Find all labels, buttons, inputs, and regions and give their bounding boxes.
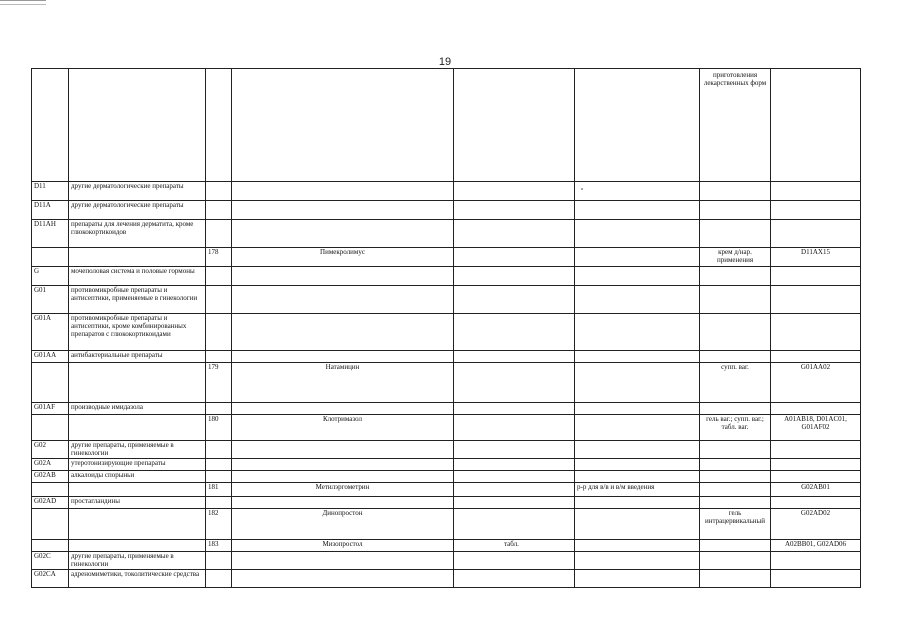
dosage-form: гель ваг.; супп. ваг.; табл. ваг. (700, 415, 771, 441)
drug-name: Мизопростол (232, 540, 454, 552)
table-cell (454, 69, 575, 182)
atc-group-name: препараты для лечения дерматита, кроме глюкокортикоидов (69, 220, 206, 248)
table-cell (32, 69, 69, 182)
atc-group-name: адреномиметики, токолитические средства (69, 570, 206, 588)
table-row (32, 267, 861, 286)
dosage-form: супп. ваг. (700, 363, 771, 403)
atc-group-code: D11 (32, 182, 69, 201)
atc-group-code: G (32, 267, 69, 286)
atc-group-name: противомикробные препараты и антисептики, применяемые в гинекологии (69, 286, 206, 314)
dosage-form: табл. (454, 540, 575, 552)
table-row (32, 363, 861, 403)
table-row (32, 570, 861, 588)
atc-group-code: G02C (32, 552, 69, 570)
table-cell (575, 69, 700, 182)
table-cell (69, 69, 206, 182)
drug-number: 183 (206, 540, 232, 552)
atc-group-name: мочеполовая система и половые гормоны (69, 267, 206, 286)
atc-group-code: G01A (32, 314, 69, 351)
atc-group-name: противомикробные препараты и антисептики, кроме комбинированных препаратов с глюкокортикоидами (69, 314, 206, 351)
table-row (32, 552, 861, 570)
table-row (32, 248, 861, 267)
drug-number: 182 (206, 509, 232, 540)
table-cell (232, 69, 454, 182)
table-row (32, 286, 861, 314)
table-row (32, 509, 861, 540)
drug-number: 179 (206, 363, 232, 403)
atc-group-name: алкалоиды спорыньи (69, 471, 206, 483)
drug-name: Пимекролимус (232, 248, 454, 267)
atc-code: G01AA02 (771, 363, 861, 403)
table-row (32, 415, 861, 441)
scan-corner-mark (0, 0, 46, 5)
header-continuation: приготовления лекарственных форм (700, 69, 771, 182)
atc-group-code: D11AH (32, 220, 69, 248)
table-row (32, 471, 861, 483)
table-row (32, 351, 861, 363)
table-row (32, 497, 861, 509)
drug-number: 178 (206, 248, 232, 267)
dosage-form: гель интрацервикальный (700, 509, 771, 540)
dosage-form: р-р для в/в и в/м введения (575, 483, 700, 497)
dosage-form: крем д/нар. применения (700, 248, 771, 267)
drug-number: 181 (206, 483, 232, 497)
atc-group-name: другие дерматологические препараты (69, 201, 206, 220)
table-row (32, 441, 861, 459)
atc-group-name: другие препараты, применяемые в гинекологии (69, 552, 206, 570)
atc-group-code: G02CA (32, 570, 69, 588)
drug-name: Динопростон (232, 509, 454, 540)
atc-group-code: G01AF (32, 403, 69, 415)
atc-group-code: G02A (32, 459, 69, 471)
drug-name: Натамицин (232, 363, 454, 403)
table-cell (771, 69, 861, 182)
atc-code: A02BB01, G02AD06 (771, 540, 861, 552)
drug-name: Клотримазол (232, 415, 454, 441)
table-cell (206, 69, 232, 182)
table-row (32, 403, 861, 415)
table-row (32, 314, 861, 351)
drug-name: Метилэргометрин (232, 483, 454, 497)
page-number: 19 (438, 56, 452, 68)
drug-number: 180 (206, 415, 232, 441)
atc-code: D11AX15 (771, 248, 861, 267)
atc-group-name: другие дерматологические препараты (69, 182, 206, 201)
atc-group-code: G02AD (32, 497, 69, 509)
scan-speck (581, 188, 583, 190)
atc-group-name: простагландины (69, 497, 206, 509)
atc-group-name: антибактериальные препараты (69, 351, 206, 363)
atc-group-name: производные имидазола (69, 403, 206, 415)
table-row (32, 459, 861, 471)
atc-group-name: другие препараты, применяемые в гинекологии (69, 441, 206, 459)
table-row (32, 69, 861, 182)
atc-group-code: G02AB (32, 471, 69, 483)
atc-group-code: G02 (32, 441, 69, 459)
atc-code: G02AD02 (771, 509, 861, 540)
atc-group-name: утеротонизирующие препараты (69, 459, 206, 471)
atc-code: A01AB18, D01AC01, G01AF02 (771, 415, 861, 441)
drug-registry-table (31, 68, 861, 588)
atc-group-code: D11A (32, 201, 69, 220)
atc-group-code: G01 (32, 286, 69, 314)
atc-code: G02AB01 (771, 483, 861, 497)
atc-group-code: G01AA (32, 351, 69, 363)
table-row (32, 220, 861, 248)
table-row (32, 201, 861, 220)
table-row (32, 540, 861, 552)
table-row (32, 483, 861, 497)
table-row (32, 182, 861, 201)
